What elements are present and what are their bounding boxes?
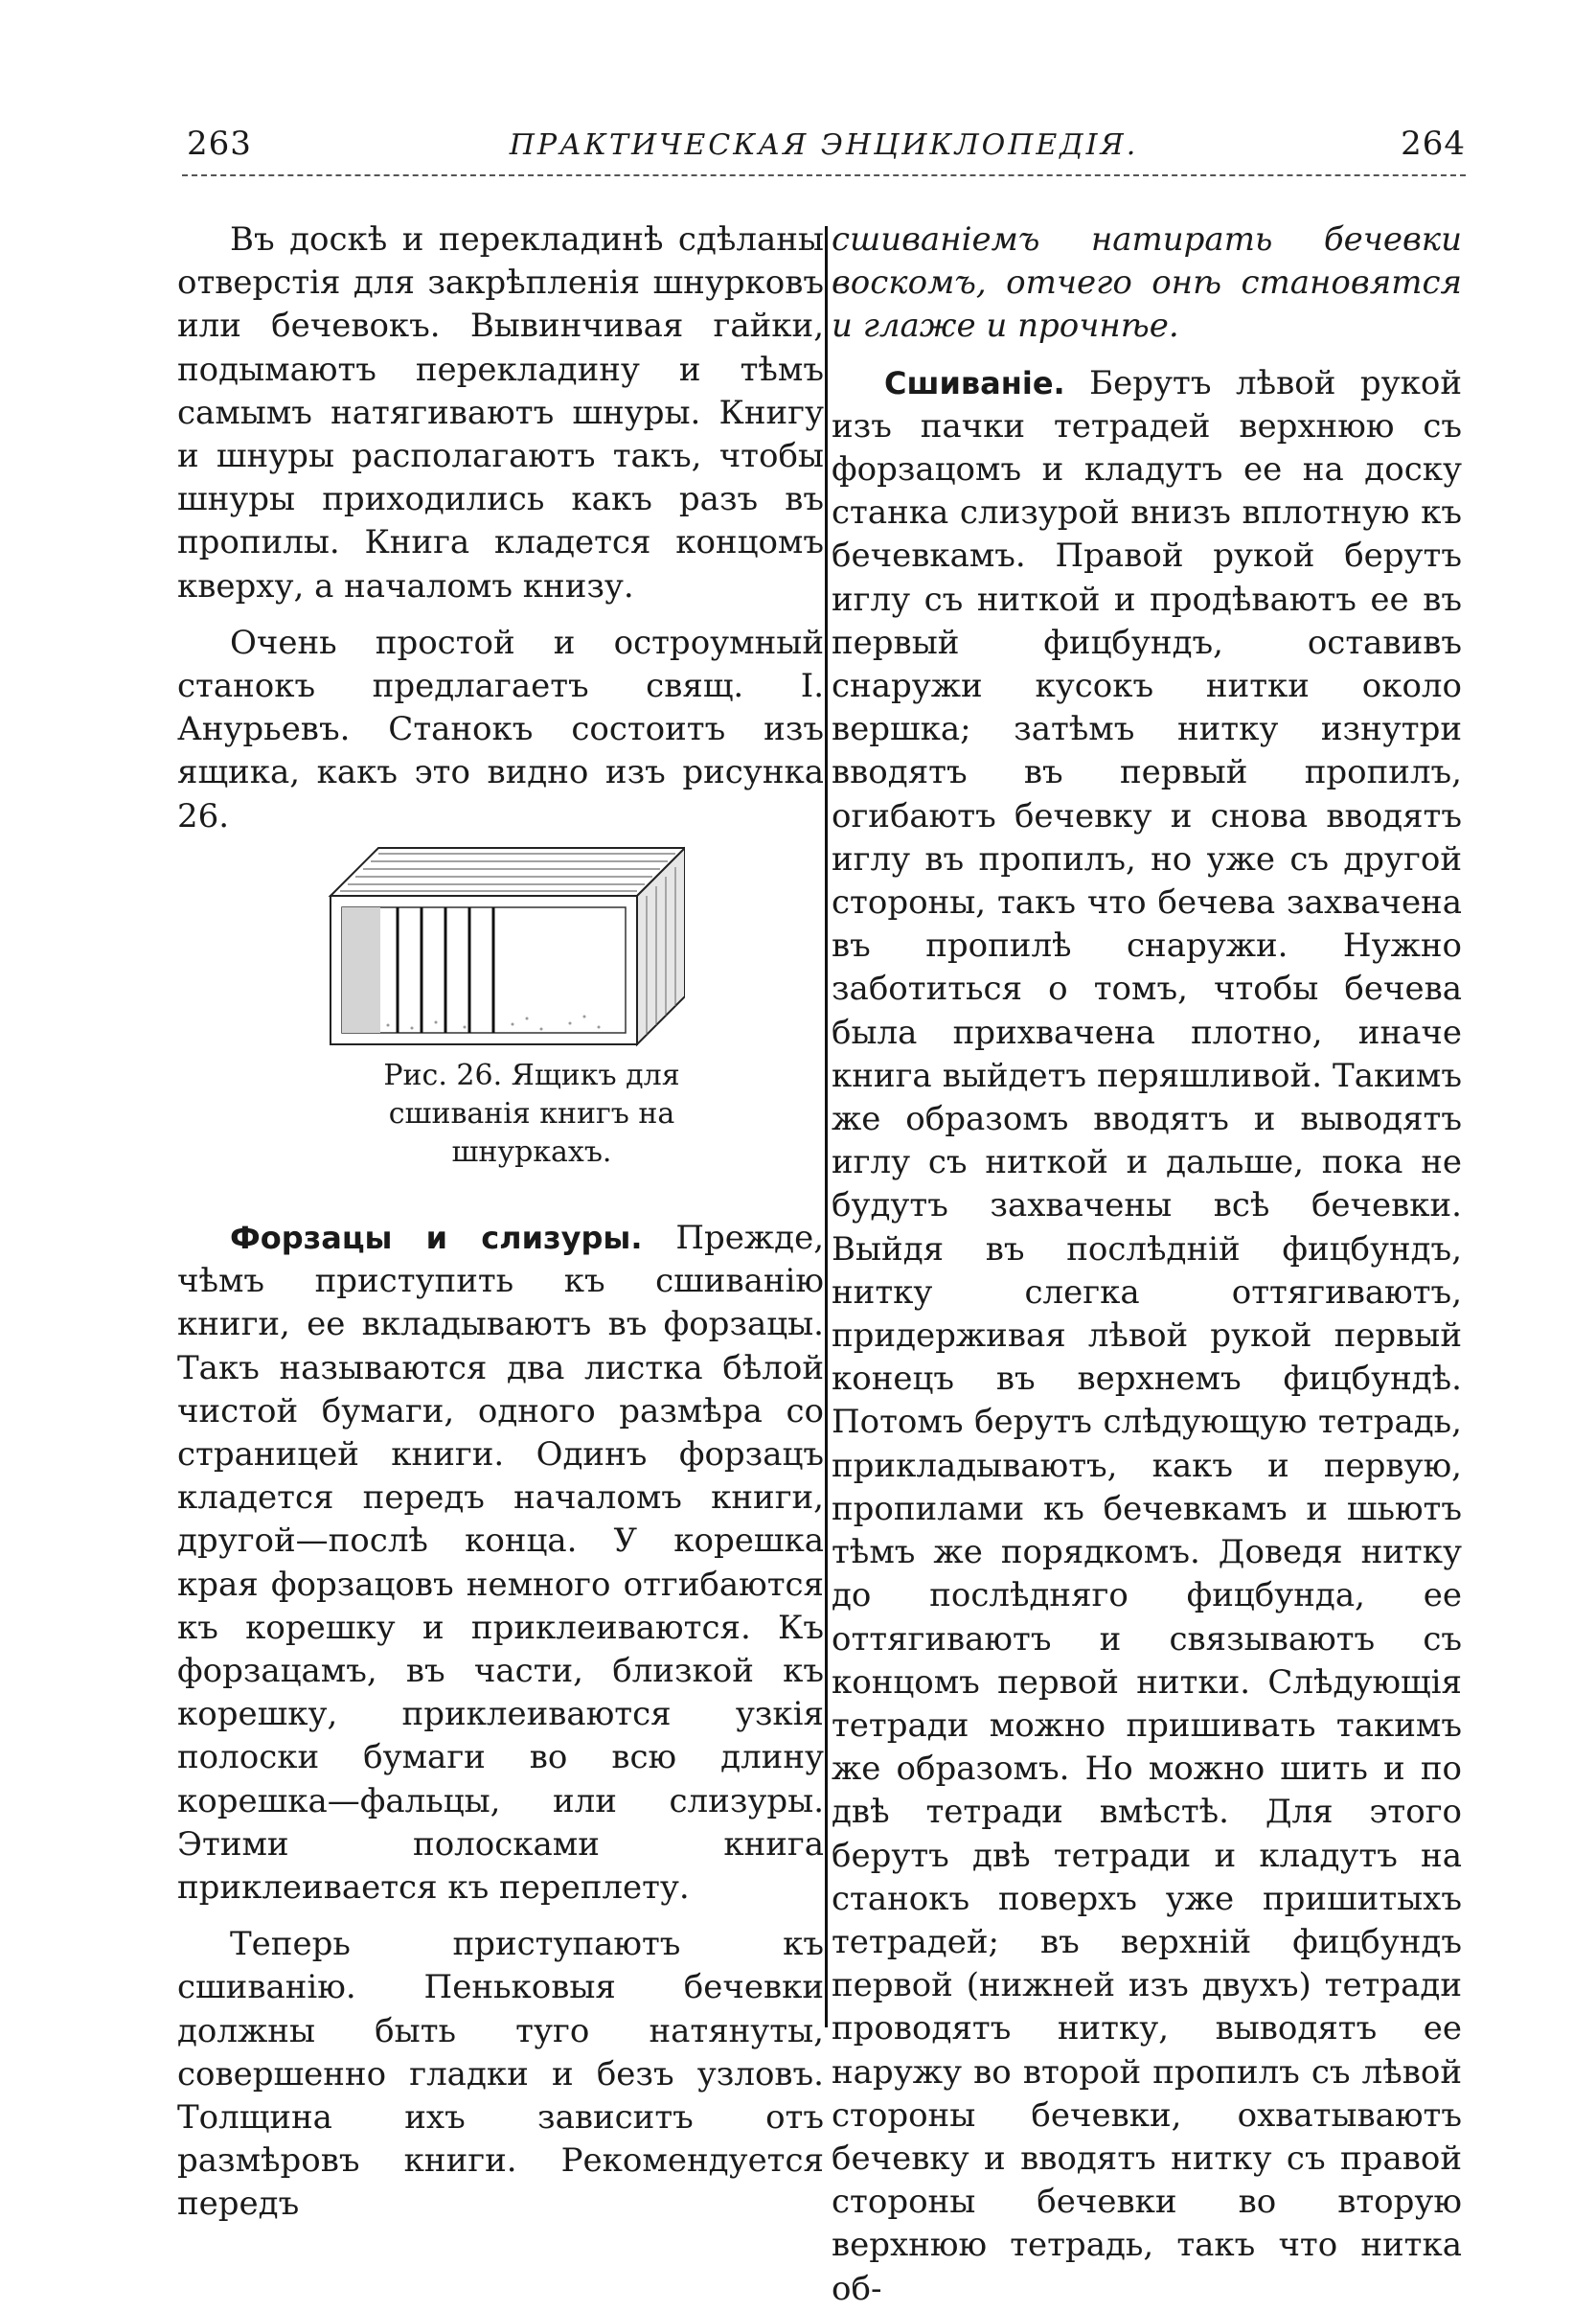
- paragraph-continuation: сшиваніемъ натирать бечевки воскомъ, отчего онѣ становятся и глаже и прочнѣе.: [832, 220, 1462, 346]
- header-rule: [182, 174, 1466, 176]
- figure-26: [177, 819, 824, 1202]
- left-column-lower: [177, 1217, 824, 2227]
- sewing-box-illustration: [321, 838, 685, 1049]
- page-number-right: 264: [1401, 125, 1466, 163]
- right-column: [832, 218, 1462, 2311]
- paragraph: [177, 1217, 824, 1910]
- section-text: Прежде, чѣмъ приступить къ сшиванію книги, ее вкладываютъ въ форзацы. Такъ называются два листка бѣлой чистой бумаги, одного размѣра со страницей книги. Одинъ форзацъ кладется передъ началомъ книги, другой—послѣ конца. У корешка края форзацовъ немного отгибаются къ корешку и приклеиваются. Къ форзацамъ, въ части, близкой къ корешку, приклеиваются узкія полоски бумаги во всю длину корешка—фальцы, или слизуры. Этими полосками книга приклеивается къ переплету.: [177, 1219, 825, 1908]
- section-heading: Форзацы и слизуры.: [230, 1220, 643, 1256]
- figure-caption: [321, 1057, 742, 1172]
- running-header: [182, 125, 1466, 172]
- left-column: [177, 218, 824, 838]
- running-title: ПРАКТИЧЕСКАЯ ЭНЦИКЛОПЕДІЯ.: [509, 128, 1139, 162]
- paragraph: Въ доскѣ и перекладинѣ сдѣланы отверстія для закрѣпленія шнурковъ или бечевокъ. Вывинчивая гайки, подымаютъ перекладину и тѣмъ самымъ натягиваютъ шнуры. Книгу и шнуры располагаютъ такъ, чтобы шнуры приходились какъ разъ въ пропилы. Книга кладется концомъ кверху, а началомъ книзу.: [177, 220, 824, 606]
- paragraph: Теперь приступаютъ къ сшиванію. Пеньковыя бечевки должны быть туго натянуты, совершенно гладки и безъ узловъ. Толщина ихъ зависитъ отъ размѣровъ книги. Рекомендуется передъ: [177, 1925, 824, 2224]
- figure-caption-text: Рис. 26. Ящикъ для сшиванія книгъ на шнуркахъ.: [383, 1059, 680, 1169]
- paragraph: [832, 362, 1462, 2311]
- page-number-left: 263: [187, 125, 252, 163]
- section-heading: Сшиваніе.: [884, 364, 1065, 401]
- section-text: Берутъ лѣвой рукой изъ пачки тетрадей верхнюю съ форзацомъ и кладутъ ее на доску станка слизурой внизъ вплотную къ бечевкамъ. Правой рукой берутъ иглу съ ниткой и продѣваютъ ее въ первый фицбундъ, оставивъ снаружи кусокъ нитки около вершка; затѣмъ нитку изнутри вводятъ въ первый пропилъ, огибаютъ бечевку и снова вводятъ иглу въ пропилъ, но уже съ другой стороны, такъ что бечева захвачена въ пропилѣ снаружи. Нужно заботиться о томъ, чтобы бечева была прихвачена плотно, иначе книга выйдетъ перяшливой. Такимъ же образомъ вводятъ и выводятъ иглу съ ниткой и дальше, пока не будутъ захвачены всѣ бечевки. Выйдя въ послѣдній фицбундъ, нитку слегка оттягиваютъ, придерживая лѣвой рукой первый конецъ въ верхнемъ фицбундѣ. Потомъ берутъ слѣдующую тетрадь, прикладываютъ, какъ и первую, пропилами къ бечевкамъ и шьютъ тѣмъ же порядкомъ. Доведя нитку до послѣдняго фицбунда, ее оттягиваютъ и связываютъ съ концомъ первой нитки. Слѣдующія тетради можно пришивать такимъ же образомъ. Но можно шить и по двѣ тетради вмѣстѣ. Для этого берутъ двѣ тетради и кладутъ на станокъ поверхъ уже пришитыхъ тетрадей; въ верхній фицбундъ первой (нижней изъ двухъ) тетради проводятъ нитку, выводятъ ее наружу во второй пропилъ съ лѣвой стороны бечевки, охватываютъ бечевку и вводятъ нитку съ правой стороны бечевки во вторую верхнюю тетрадь, такъ что нитка об-: [832, 363, 1462, 2308]
- column-divider: [825, 226, 828, 2027]
- paragraph: Очень простой и остроумный станокъ предлагаетъ свящ. І. Анурьевъ. Станокъ состоитъ изъ ящика, какъ это видно изъ рисунка 26.: [177, 623, 824, 835]
